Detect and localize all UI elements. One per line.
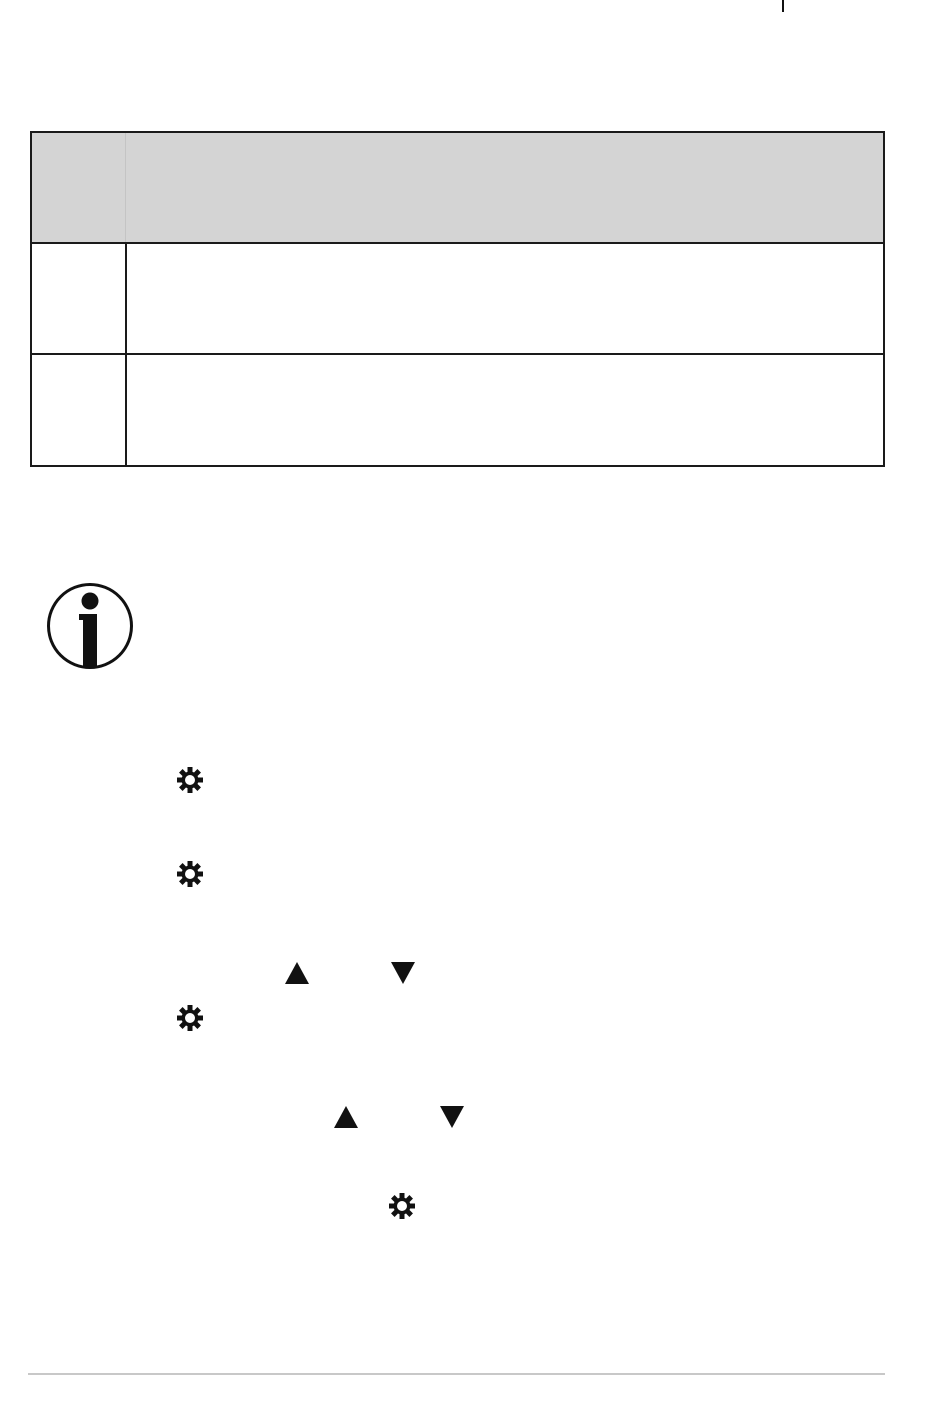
triangle-up-icon — [334, 1106, 358, 1128]
row-cell-2 — [127, 244, 883, 353]
footer-rule — [28, 1373, 885, 1375]
row-cell-1 — [32, 244, 125, 353]
page-edge-mark — [782, 0, 784, 12]
row-cell-1 — [32, 355, 125, 465]
gear-icon — [176, 860, 204, 888]
row-cell-2 — [127, 355, 883, 465]
gear-icon — [176, 766, 204, 794]
table-row — [32, 355, 883, 465]
gear-icon — [176, 1004, 204, 1032]
column-divider — [125, 133, 126, 242]
triangle-up-icon — [285, 962, 309, 984]
spec-table — [30, 131, 885, 467]
table-row — [32, 244, 883, 355]
triangle-down-icon — [440, 1106, 464, 1128]
info-icon — [46, 582, 134, 670]
header-cell-1 — [32, 133, 125, 242]
header-cell-2 — [127, 133, 883, 242]
triangle-down-icon — [391, 962, 415, 984]
gear-icon — [388, 1192, 416, 1220]
table-header-row — [32, 133, 883, 244]
